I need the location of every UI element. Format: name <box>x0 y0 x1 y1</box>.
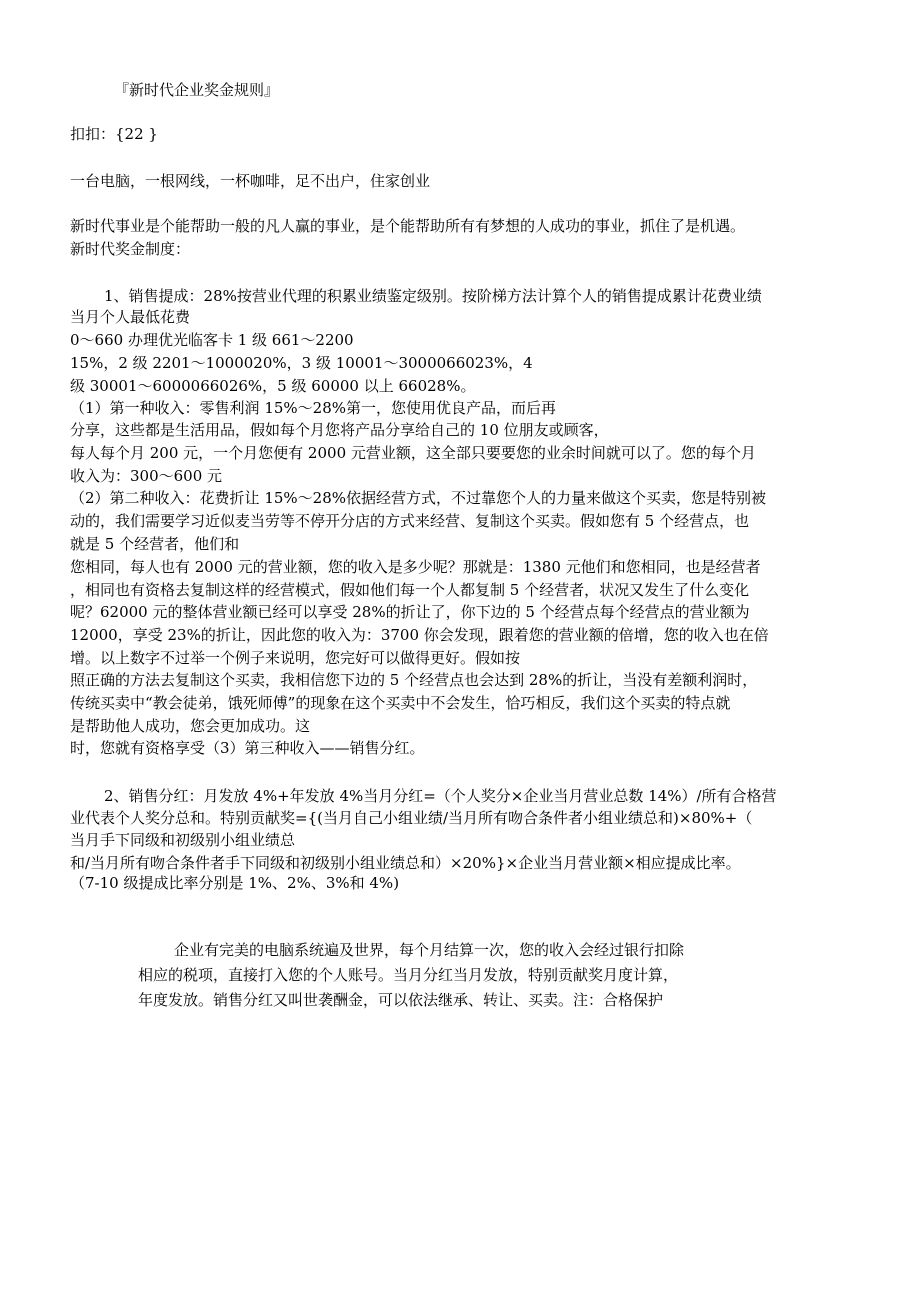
section1-line: 增。以上数字不过举一个例子来说明，您完好可以做得更好。假如按 <box>70 649 521 667</box>
section1-line: 分享，这些都是生活用品，假如每个月您将产品分享给自己的 10 位朋友或顾客， <box>70 421 609 439</box>
section2-line: 当月手下同级和初级别小组业绩总 <box>70 831 296 849</box>
intro-line: 新时代奖金制度： <box>70 240 191 258</box>
section2-line: 业代表个人奖分总和。特别贡献奖={(当月自己小组业绩/当月所有吻合条件者小组业绩总和)×80%+（ <box>70 809 753 827</box>
closing-line: 相应的税项，直接打入您的个人账号。当月分红当月发放，特别贡献奖月度计算， <box>138 966 679 984</box>
closing-line: 年度发放。销售分红又叫世袭酬金，可以依法继承、转让、买卖。注：合格保护 <box>138 991 664 1009</box>
section2-line: （7-10 级提成比率分别是 1%、2%、3%和 4%) <box>70 874 400 892</box>
section1-line: 当月个人最低花费 <box>70 308 191 326</box>
section1-line: 就是 5 个经营者，他们和 <box>70 535 240 553</box>
section1-line: 12000，享受 23%的折让，因此您的收入为：3700 你会发现，跟着您的营业额的倍增，您的收入也在倍 <box>70 626 769 644</box>
section1-line: 动的，我们需要学习近似麦当劳等不停开分店的方式来经营、复制这个买卖。假如您有 5 个经营点，也 <box>70 512 750 530</box>
section1-line: 呢？62000 元的整体营业额已经可以享受 28%的折让了，你下边的 5 个经营点每个经营点的营业额为 <box>70 603 750 621</box>
section1-line: ，相同也有资格去复制这样的经营模式，假如他们每一个人都复制 5 个经营者，状况又发生了什么变化 <box>70 581 750 599</box>
section1-line: 您相同，每人也有 2000 元的营业额，您的收入是多少呢？那就是：1380 元他们和您相同，也是经营者 <box>70 558 761 576</box>
section1-line: 15%，2 级 2201～1000020%，3 级 10001～3000066023%，4 <box>70 354 533 372</box>
section1-line: 时，您就有资格享受（3）第三种收入——销售分红。 <box>70 739 425 757</box>
document-title: 『新时代企业奖金规则』 <box>114 81 280 99</box>
section1-line: 级 30001～6000066026%，5 级 60000 以上 66028%。 <box>70 377 476 395</box>
section1-line: 照正确的方法去复制这个买卖，我相信您下边的 5 个经营点也会达到 28%的折让，当没有差额利润时， <box>70 671 758 689</box>
qq-contact: 扣扣：{22 } <box>70 125 158 143</box>
section1-line: 每人每个月 200 元，一个月您便有 2000 元营业额，这全部只要要您的业余时间就可以了。您的每个月 <box>70 444 756 462</box>
section1-line: （2）第二种收入：花费折让 15%～28%依据经营方式，不过靠您个人的力量来做这个买卖，您是特别被 <box>70 489 766 507</box>
section2-line: 2、销售分红：月发放 4%+年发放 4%当月分红=（个人奖分×企业当月营业总数 14%）/所有合格营 <box>104 787 777 805</box>
closing-line: 企业有完美的电脑系统遍及世界，每个月结算一次，您的收入会经过银行扣除 <box>174 941 685 959</box>
section1-line: 传统买卖中“教会徒弟，饿死师傅”的现象在这个买卖中不会发生，恰巧相反，我们这个买卖的特点就 <box>70 694 731 712</box>
section1-line: 0～660 办理优光临客卡 1 级 661～2200 <box>70 331 354 349</box>
section1-line: 1、销售提成：28%按营业代理的积累业绩鉴定级别。按阶梯方法计算个人的销售提成累计花费业绩 <box>104 287 762 305</box>
intro-line: 新时代事业是个能帮助一般的凡人赢的事业，是个能帮助所有有梦想的人成功的事业，抓住了是机遇。 <box>70 217 746 235</box>
section2-line: 和/当月所有吻合条件者手下同级和初级别小组业绩总和）×20%}×企业当月营业额×相应提成比率。 <box>70 854 741 872</box>
section1-line: （1）第一种收入：零售利润 15%～28%第一，您使用优良产品，而后再 <box>70 399 556 417</box>
slogan: 一台电脑，一根网线，一杯咖啡，足不出户，住家创业 <box>70 172 431 190</box>
section1-line: 收入为：300～600 元 <box>70 467 223 485</box>
section1-line: 是帮助他人成功，您会更加成功。这 <box>70 717 311 735</box>
